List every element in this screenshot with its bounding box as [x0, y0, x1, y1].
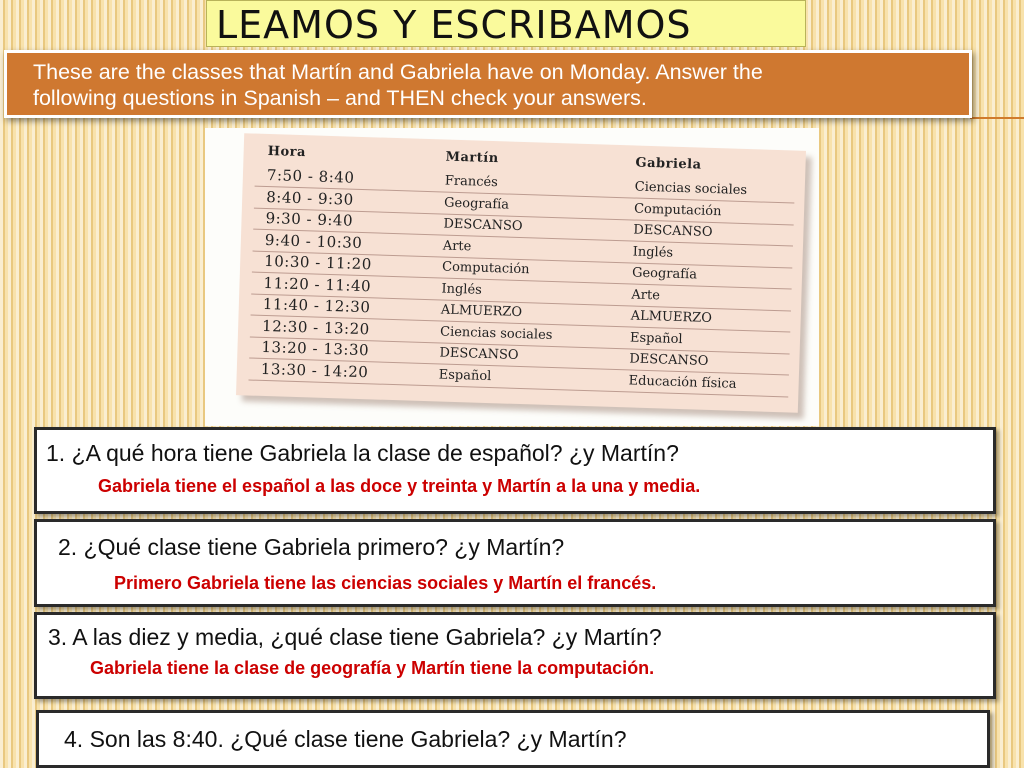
schedule-cell-martin: Español: [438, 366, 492, 384]
schedule-cell-martin: Ciencias sociales: [439, 323, 553, 343]
schedule-cell-martin: DESCANSO: [443, 216, 523, 235]
schedule-cell-gabriela: Español: [629, 329, 683, 347]
schedule-cell-hora: 8:40 - 9:30: [265, 187, 355, 209]
schedule-cell-martin: ALMUERZO: [440, 302, 523, 321]
schedule-cell-gabriela: Geografía: [631, 265, 698, 283]
schedule-cell-martin: Geografía: [443, 195, 510, 213]
schedule-cell-gabriela: Educación física: [628, 372, 737, 392]
schedule-cell-hora: 11:40 - 12:30: [262, 294, 371, 317]
schedule-cell-gabriela: Arte: [631, 286, 661, 303]
schedule-cell-gabriela: Inglés: [632, 244, 674, 261]
question-4-text: 4. Son las 8:40. ¿Qué clase tiene Gabriela? ¿y Martín?: [64, 726, 627, 752]
schedule-cell-hora: 9:40 - 10:30: [264, 230, 363, 252]
schedule-cell-gabriela: ALMUERZO: [630, 308, 713, 327]
answer-3-text: Gabriela tiene la clase de geografía y Martín tiene la computación.: [90, 658, 655, 678]
instructions-line-1: These are the classes that Martín and Gabriela have on Monday. Answer the: [33, 60, 763, 84]
schedule-cell-hora: 11:20 - 11:40: [263, 273, 372, 295]
header-gabriela: Gabriela: [635, 155, 702, 173]
schedule-cell-gabriela: DESCANSO: [629, 351, 709, 369]
schedule-cell-hora: 10:30 - 11:20: [263, 251, 373, 274]
schedule-cell-martin: Arte: [442, 238, 472, 254]
schedule-cell-hora: 12:30 - 13:20: [261, 316, 371, 338]
question-2-text: 2. ¿Qué clase tiene Gabriela primero? ¿y Martín?: [58, 534, 565, 560]
schedule-cell-hora: 9:30 - 9:40: [265, 208, 354, 230]
schedule-cell-martin: Computación: [441, 259, 530, 278]
instructions-line-2: following questions in Spanish – and THEN check your answers.: [33, 86, 647, 110]
schedule-cell-martin: DESCANSO: [439, 345, 519, 363]
schedule-image: [236, 133, 806, 413]
schedule-cell-martin: Inglés: [441, 281, 483, 298]
header-martin: Martín: [445, 149, 499, 167]
instructions-box: [4, 50, 972, 118]
accent-line: [970, 117, 1024, 119]
schedule-cell-gabriela: DESCANSO: [633, 222, 713, 240]
answer-2-text: Primero Gabriela tiene las ciencias sociales y Martín el francés.: [114, 573, 657, 593]
schedule-cell-gabriela: Computación: [633, 201, 722, 219]
slide-title: LEAMOS Y ESCRIBAMOS: [216, 3, 692, 47]
schedule-cell-hora: 13:30 - 14:20: [260, 359, 369, 381]
schedule-cell-hora: 7:50 - 8:40: [266, 165, 355, 187]
question-1-text: 1. ¿A qué hora tiene Gabriela la clase de español? ¿y Martín?: [46, 440, 679, 466]
schedule-cell-hora: 13:20 - 13:30: [261, 337, 370, 360]
answer-1-text: Gabriela tiene el español a las doce y treinta y Martín a la una y media.: [98, 476, 701, 496]
header-hora: Hora: [267, 143, 307, 161]
question-3-text: 3. A las diez y media, ¿qué clase tiene Gabriela? ¿y Martín?: [48, 624, 662, 650]
schedule-cell-martin: Francés: [444, 173, 499, 191]
schedule-table: [236, 133, 806, 413]
schedule-cell-gabriela: Ciencias sociales: [634, 179, 748, 199]
